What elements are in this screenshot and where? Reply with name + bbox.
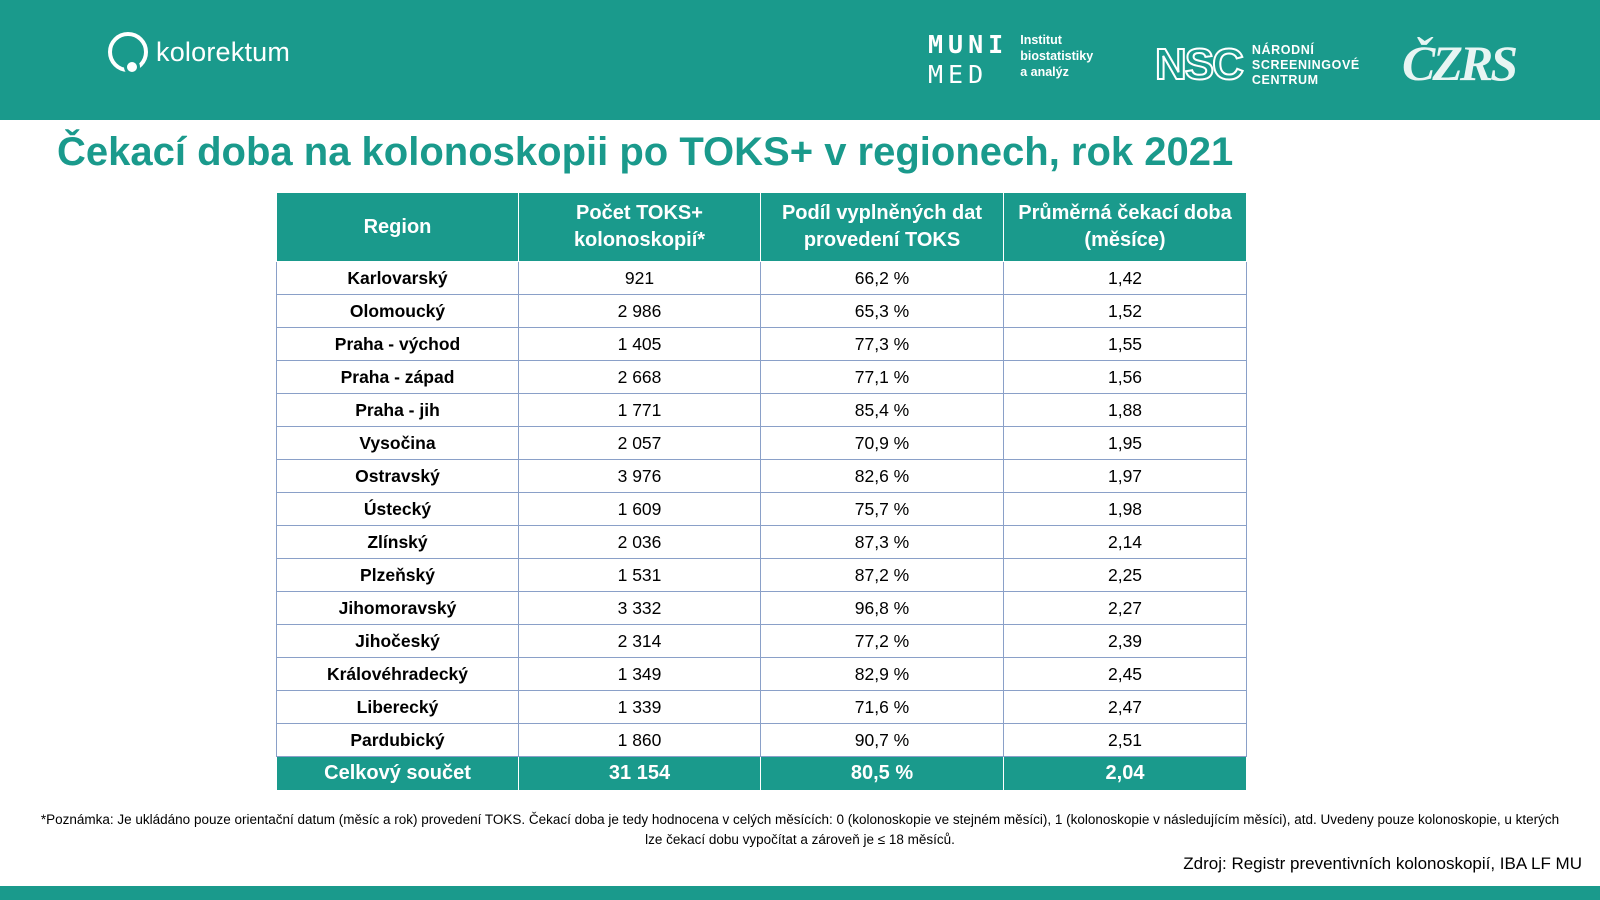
cell-region: Jihočeský: [277, 625, 519, 658]
cell-share: 87,2 %: [761, 559, 1004, 592]
source-citation: Zdroj: Registr preventivních kolonoskopií, IBA LF MU: [1183, 854, 1582, 873]
cell-wait: 1,88: [1004, 394, 1247, 427]
cell-region: Olomoucký: [277, 295, 519, 328]
total-share: 80,5 %: [761, 757, 1004, 791]
cell-wait: 1,97: [1004, 460, 1247, 493]
table-header-row: [277, 193, 1247, 262]
column-header-region: Region: [277, 193, 519, 262]
table-row: [277, 658, 1247, 691]
cell-region: Praha - jih: [277, 394, 519, 427]
cell-count: 1 349: [519, 658, 761, 691]
cell-count: 1 339: [519, 691, 761, 724]
cell-region: Plzeňský: [277, 559, 519, 592]
nsc-logo: [1155, 40, 1360, 90]
table-total-row: [277, 757, 1247, 791]
table-row: [277, 493, 1247, 526]
table-row: [277, 460, 1247, 493]
institute-line: a analýz: [1020, 65, 1069, 79]
table-row: [277, 526, 1247, 559]
cell-share: 85,4 %: [761, 394, 1004, 427]
cell-share: 75,7 %: [761, 493, 1004, 526]
table-row: [277, 592, 1247, 625]
muni-text: MUNI: [928, 30, 1009, 59]
footnote: *Poznámka: Je ukládáno pouze orientační datum (měsíc a rok) provedení TOKS. Čekací doba je tedy hodnocena v celých měsících: 0 (kolonoskopie ve stejném měsíci), 1 (kolonoskopie v následujícím měsíci), atd. Uvedeny pouze kolonoskopie, u kterých lze čekací dobu vypočítat a zároveň je ≤ 18 měsíců.: [40, 812, 1560, 847]
cell-share: 77,2 %: [761, 625, 1004, 658]
column-header-wait: Průměrná čekací doba (měsíce): [1004, 193, 1247, 262]
cell-share: 77,1 %: [761, 361, 1004, 394]
kolorektum-ring-icon: [108, 32, 148, 72]
cell-wait: 1,55: [1004, 328, 1247, 361]
cell-count: 1 531: [519, 559, 761, 592]
cell-share: 71,6 %: [761, 691, 1004, 724]
cell-wait: 2,39: [1004, 625, 1247, 658]
nsc-line: SCREENINGOVÉ: [1251, 57, 1360, 72]
cell-count: 2 036: [519, 526, 761, 559]
cell-region: Ostravský: [277, 460, 519, 493]
footer-bar: [0, 886, 1600, 900]
cell-wait: 1,52: [1004, 295, 1247, 328]
cell-count: 921: [519, 262, 761, 295]
czrs-logo: ČZRS: [1402, 35, 1516, 91]
table-row: [277, 724, 1247, 757]
cell-count: 1 609: [519, 493, 761, 526]
nsc-line: NÁRODNÍ: [1251, 42, 1315, 57]
nsc-line: CENTRUM: [1251, 72, 1319, 87]
cell-region: Vysočina: [277, 427, 519, 460]
cell-share: 87,3 %: [761, 526, 1004, 559]
table-row: [277, 559, 1247, 592]
institute-line: biostatistiky: [1020, 49, 1094, 63]
table-row: [277, 394, 1247, 427]
cell-share: 65,3 %: [761, 295, 1004, 328]
cell-count: 2 668: [519, 361, 761, 394]
cell-count: 3 332: [519, 592, 761, 625]
cell-wait: 2,25: [1004, 559, 1247, 592]
cell-share: 66,2 %: [761, 262, 1004, 295]
table-row: [277, 361, 1247, 394]
institute-name: [1020, 32, 1093, 90]
cell-region: Ústecký: [277, 493, 519, 526]
cell-region: Karlovarský: [277, 262, 519, 295]
cell-count: 2 057: [519, 427, 761, 460]
waiting-time-table: [276, 192, 1247, 791]
cell-wait: 1,98: [1004, 493, 1247, 526]
total-wait: 2,04: [1004, 757, 1247, 791]
cell-share: 90,7 %: [761, 724, 1004, 757]
total-label: Celkový součet: [277, 757, 519, 791]
table-row: [277, 328, 1247, 361]
cell-wait: 1,95: [1004, 427, 1247, 460]
table-row: [277, 262, 1247, 295]
cell-count: 1 860: [519, 724, 761, 757]
cell-count: 3 976: [519, 460, 761, 493]
cell-wait: 2,51: [1004, 724, 1247, 757]
cell-region: Praha - východ: [277, 328, 519, 361]
cell-wait: 2,27: [1004, 592, 1247, 625]
table-row: [277, 295, 1247, 328]
nsc-name: [1252, 43, 1360, 88]
cell-wait: 2,14: [1004, 526, 1247, 559]
institute-line: Institut: [1020, 33, 1062, 47]
kolorektum-logo: [108, 32, 290, 72]
muni-med-mark: [928, 30, 1008, 90]
muni-med-logo: [928, 30, 1093, 90]
kolorektum-name: kolorektum: [156, 36, 291, 67]
cell-share: 77,3 %: [761, 328, 1004, 361]
cell-count: 2 314: [519, 625, 761, 658]
cell-share: 82,9 %: [761, 658, 1004, 691]
cell-share: 82,6 %: [761, 460, 1004, 493]
cell-region: Pardubický: [277, 724, 519, 757]
med-text: MED: [928, 60, 989, 89]
cell-count: 1 771: [519, 394, 761, 427]
nsc-mark: NSC: [1155, 40, 1242, 89]
cell-region: Liberecký: [277, 691, 519, 724]
cell-region: Jihomoravský: [277, 592, 519, 625]
table-row: [277, 625, 1247, 658]
cell-wait: 2,45: [1004, 658, 1247, 691]
cell-share: 96,8 %: [761, 592, 1004, 625]
cell-count: 1 405: [519, 328, 761, 361]
page-title: Čekací doba na kolonoskopii po TOKS+ v regionech, rok 2021: [57, 130, 1234, 174]
cell-region: Zlínský: [277, 526, 519, 559]
table-row: [277, 427, 1247, 460]
cell-wait: 1,42: [1004, 262, 1247, 295]
cell-wait: 1,56: [1004, 361, 1247, 394]
column-header-share: Podíl vyplněných dat provedení TOKS: [761, 193, 1004, 262]
cell-count: 2 986: [519, 295, 761, 328]
cell-region: Královéhradecký: [277, 658, 519, 691]
cell-wait: 2,47: [1004, 691, 1247, 724]
column-header-count: Počet TOKS+ kolonoskopií*: [519, 193, 761, 262]
cell-region: Praha - západ: [277, 361, 519, 394]
header-bar: [0, 0, 1600, 120]
table-row: [277, 691, 1247, 724]
total-count: 31 154: [519, 757, 761, 791]
cell-share: 70,9 %: [761, 427, 1004, 460]
